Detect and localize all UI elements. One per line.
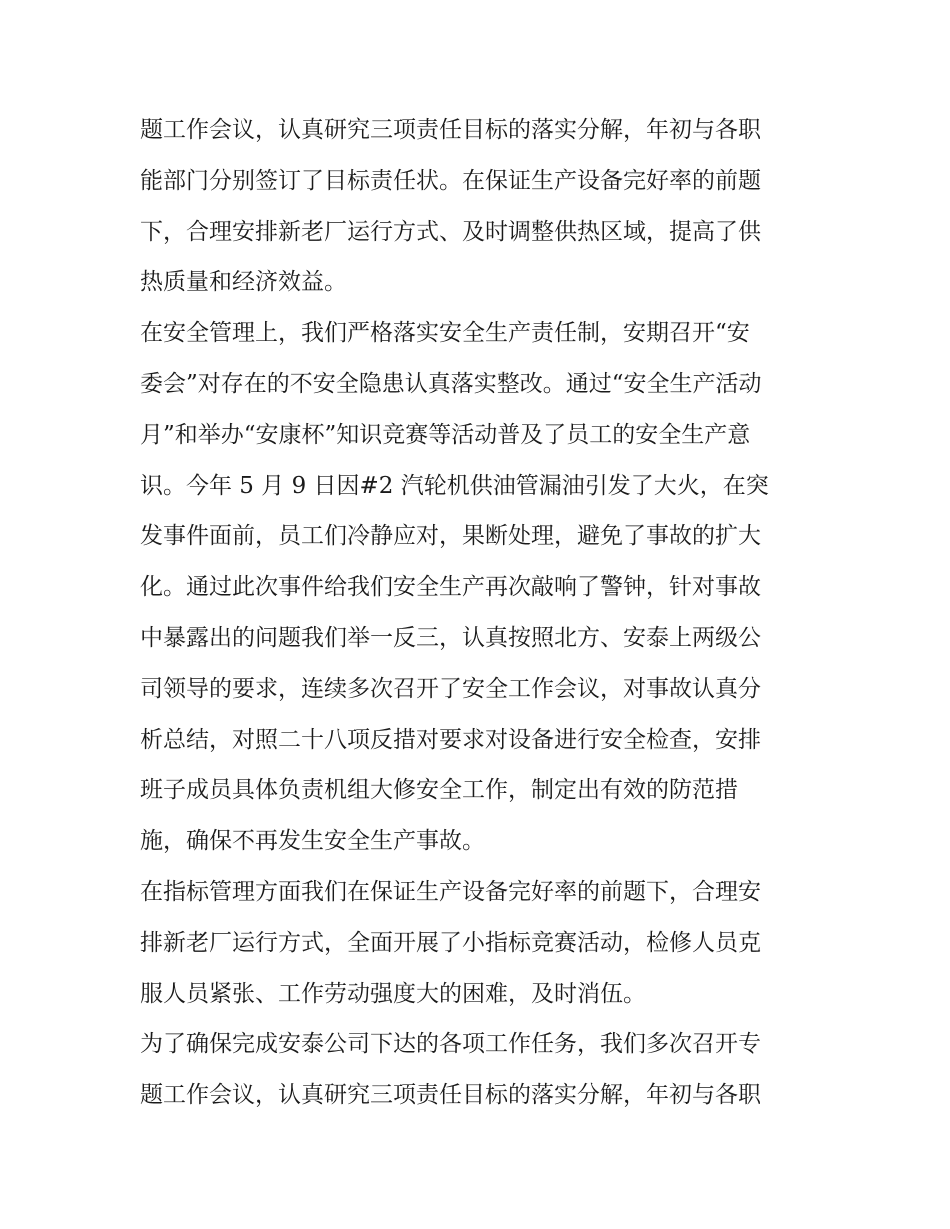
text-line-1: 题工作会议，认真研究三项责任目标的落实分解，年初与各职 xyxy=(140,117,761,143)
text-line-16: 在指标管理方面我们在保证生产设备完好率的前题下，合理安 xyxy=(140,878,761,905)
text-line-4: 热质量和经济效益。 xyxy=(140,269,347,296)
text-line-18: 服人员紧张、工作劳动强度大的困难，及时消伍。 xyxy=(140,980,646,1007)
text-line-5: 在安全管理上，我们严格落实安全生产责任制，安期召开“安 xyxy=(140,320,750,347)
text-line-9: 发事件面前，员工们冷静应对，果断处理，避免了事故的扩大 xyxy=(140,523,761,550)
text-line-11: 中暴露出的问题我们举一反三，认真按照北方、安泰上两级公 xyxy=(140,624,761,651)
text-line-15: 施，确保不再发生安全生产事故。 xyxy=(140,828,485,855)
text-line-10: 化。通过此次事件给我们安全生产再次敲响了警钟，针对事故 xyxy=(140,574,761,601)
text-line-12: 司领导的要求，连续多次召开了安全工作会议，对事故认真分 xyxy=(140,675,761,702)
text-line-8: 识。今年 5 月 9 日因#2 汽轮机供油管漏油引发了大火，在突 xyxy=(140,472,769,499)
text-line-19: 为了确保完成安泰公司下达的各项工作任务，我们多次召开专 xyxy=(140,1031,761,1058)
text-line-13: 析总结，对照二十八项反措对要求对设备进行安全检查，安排 xyxy=(140,726,761,753)
text-line-3: 下，合理安排新老厂运行方式、及时调整供热区域，提高了供 xyxy=(140,218,761,245)
text-line-2: 能部门分别签订了目标责任状。在保证生产设备完好率的前题 xyxy=(140,167,761,194)
text-line-17: 排新老厂运行方式，全面开展了小指标竞赛活动，检修人员克 xyxy=(140,929,761,956)
text-line-20: 题工作会议，认真研究三项责任目标的落实分解，年初与各职 xyxy=(140,1082,761,1109)
text-line-7: 月”和举办“安康杯”知识竞赛等活动普及了员工的安全生产意 xyxy=(140,421,751,448)
body-text xyxy=(140,105,820,1121)
text-line-6: 委会”对存在的不安全隐患认真落实整改。通过“安全生产活动 xyxy=(140,370,762,397)
text-line-14: 班子成员具体负责机组大修安全工作，制定出有效的防范措 xyxy=(140,777,738,804)
